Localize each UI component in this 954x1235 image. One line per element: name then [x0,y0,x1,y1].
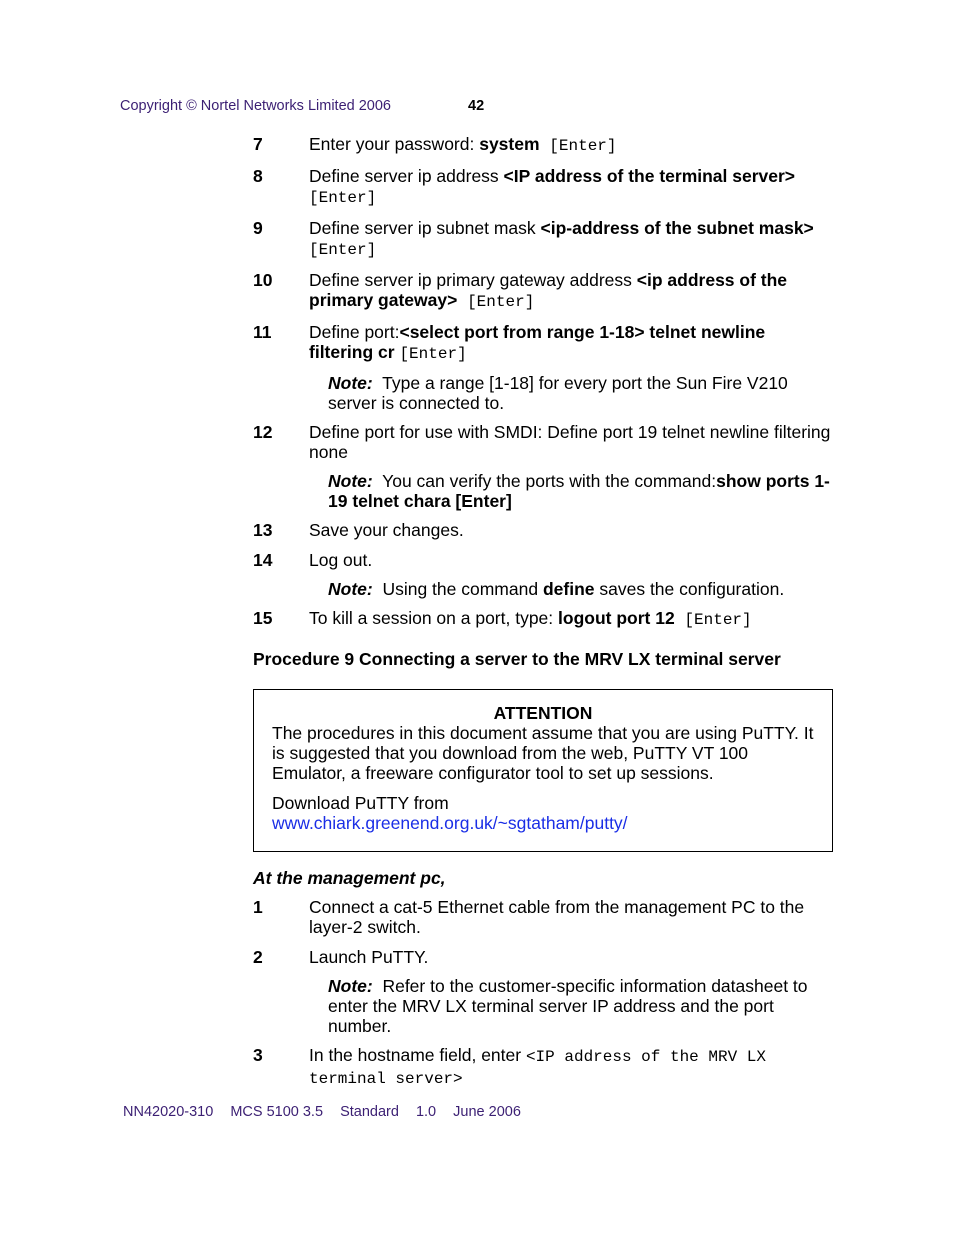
enter-key-text: [Enter] [549,137,617,155]
step-text: To kill a session on a port, type: [309,608,559,628]
step-text: Log out. [309,550,373,570]
step-text: Define port: [309,322,400,342]
enter-key-text: [Enter] [467,293,535,311]
note-text: Refer to the customer-specific information datasheet to enter the MRV LX terminal server IP address and the port number. [328,976,808,1036]
attention-box [253,689,833,852]
note-step-12 [253,471,833,511]
step-command: <ip-address of the subnet mask> [540,218,814,238]
doc-date: June 2006 [453,1104,521,1120]
step-command: system [479,134,540,154]
page-header [120,98,485,114]
step-text: Define port for use with SMDI: Define port 19 telnet newline filtering none [309,422,831,462]
note-text: Using the command [382,579,543,599]
page-number: 42 [468,98,485,114]
step-number: 13 [253,520,273,540]
step-number: 10 [253,270,273,290]
enter-key-text: [Enter] [684,611,752,629]
note-label: Note: [328,471,373,491]
step-text: In the hostname field, enter [309,1045,526,1065]
step-text: Define server ip address [309,166,504,186]
step-10 [253,270,833,312]
step-15 [253,608,833,630]
attention-body: The procedures in this document assume that you are using PuTTY. It is suggested that you download from the web, PuTTY VT 100 Emulator, a freeware configurator tool to set up sessions. [272,723,814,783]
step-command: logout port 12 [558,608,675,628]
step-text: Connect a cat-5 Ethernet cable from the management PC to the layer-2 switch. [309,897,805,937]
step-number: 12 [253,422,273,442]
note-command: show ports 1-19 telnet chara [Enter] [328,471,830,511]
note-command: define [542,579,595,599]
step-8 [253,166,833,208]
step-11 [253,322,833,364]
step-text: Launch PuTTY. [309,947,429,967]
step-command: <IP address of the terminal server> [503,166,796,186]
step-number: 8 [253,166,263,186]
enter-key-text: [Enter] [399,345,467,363]
note-step-14 [253,579,833,599]
note-text-end: saves the configuration. [594,579,785,599]
step-number: 3 [253,1045,263,1065]
step-1 [253,897,833,937]
note-label: Note: [328,373,373,393]
step-number: 1 [253,897,263,917]
step-12 [253,422,833,462]
step-text: Define server ip primary gateway address [309,270,637,290]
note-text: You can verify the ports with the command: [382,471,717,491]
step-text: Define server ip subnet mask [309,218,541,238]
subheading: At the management pc, [253,868,446,888]
note-label: Note: [328,579,373,599]
step-number: 2 [253,947,263,967]
step-command: <select port from range 1-18> telnet newline filtering cr [309,322,766,362]
step-text: Enter your password: [309,134,480,154]
step-2 [253,947,833,967]
step-9 [253,218,833,260]
doc-id: NN42020-310 [123,1104,214,1120]
enter-key-text: [Enter] [309,241,377,259]
step-number: 11 [253,322,272,342]
step-number: 15 [253,608,273,628]
step-7 [253,134,833,156]
step-3 [253,1045,833,1089]
doc-status: Standard [340,1104,399,1120]
step-13 [253,520,833,540]
copyright-text: Copyright © Nortel Networks Limited 2006 [120,98,391,114]
step-number: 9 [253,218,263,238]
note-step-2 [253,976,833,1036]
note-text: Type a range [1-18] for every port the Sun Fire V210 server is connected to. [328,373,788,413]
step-text: Save your changes. [309,520,464,540]
document-body [253,134,833,1099]
page-footer [123,1104,534,1120]
hostname-value-text: <IP address of the MRV LX terminal server> [309,1048,766,1088]
step-command: <ip address of the primary gateway> [309,270,788,310]
procedure-title: Procedure 9 Connecting a server to the MRV LX terminal server [253,649,781,669]
putty-download-link[interactable]: www.chiark.greenend.org.uk/~sgtatham/putty/ [272,813,628,833]
product-name: MCS 5100 3.5 [230,1104,324,1120]
step-number: 7 [253,134,263,154]
step-14 [253,550,833,570]
note-step-11 [253,373,833,413]
doc-version: 1.0 [415,1104,437,1120]
step-number: 14 [253,550,273,570]
download-label: Download PuTTY from [272,793,449,813]
enter-key-text: [Enter] [309,189,377,207]
note-label: Note: [328,976,373,996]
attention-title: ATTENTION [493,703,593,723]
